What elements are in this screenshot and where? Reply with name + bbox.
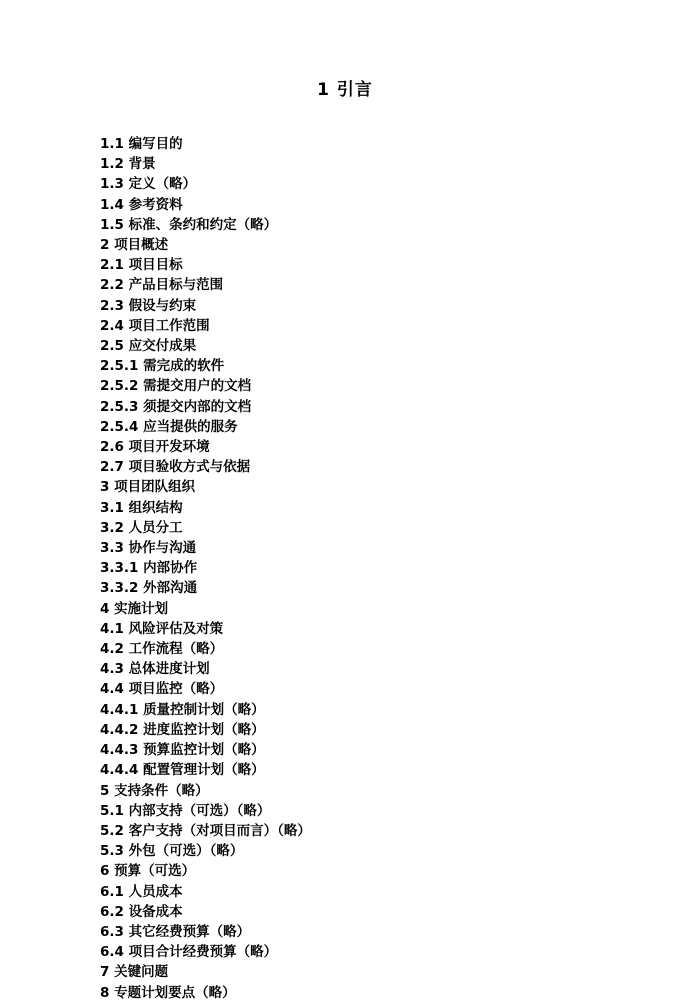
toc-entry[interactable]: 3.1 组织结构 <box>100 499 183 516</box>
toc-entry[interactable]: 4.4.2 进度监控计划（略） <box>100 721 265 738</box>
toc-entry[interactable]: 1.3 定义（略） <box>100 176 197 193</box>
toc-entry[interactable]: 4.2 工作流程（略） <box>100 641 224 658</box>
page-title: 1 引言 <box>317 80 373 100</box>
toc-entry[interactable]: 4.4.4 配置管理计划（略） <box>100 762 265 779</box>
toc-entry[interactable]: 2.5.1 需完成的软件 <box>100 358 225 375</box>
toc-entry[interactable]: 6 预算（可选） <box>100 863 196 880</box>
toc-entry[interactable]: 2 项目概述 <box>100 237 169 254</box>
toc-entry[interactable]: 2.7 项目验收方式与依据 <box>100 459 251 476</box>
toc-entry[interactable]: 5.3 外包（可选）（略） <box>100 843 244 860</box>
toc-entry[interactable]: 6.2 设备成本 <box>100 903 183 920</box>
toc-entry[interactable]: 3 项目团队组织 <box>100 479 196 496</box>
toc-entry[interactable]: 4.1 风险评估及对策 <box>100 620 224 637</box>
toc-entry[interactable]: 2.4 项目工作范围 <box>100 317 210 334</box>
toc-entry[interactable]: 1.2 背景 <box>100 156 156 173</box>
toc-entry[interactable]: 3.3.2 外部沟通 <box>100 580 198 597</box>
toc-entry[interactable]: 2.5.2 需提交用户的文档 <box>100 378 252 395</box>
toc-entry[interactable]: 2.3 假设与约束 <box>100 297 197 314</box>
toc-entry[interactable]: 6.3 其它经费预算（略） <box>100 923 251 940</box>
toc-entry[interactable]: 1.4 参考资料 <box>100 196 183 213</box>
toc-entry[interactable]: 4.4 项目监控（略） <box>100 681 224 698</box>
toc-entry[interactable]: 1.1 编写目的 <box>100 136 183 152</box>
toc-entry[interactable]: 5.1 内部支持（可选）（略） <box>100 802 271 819</box>
table-of-contents <box>0 100 690 1003</box>
toc-entry[interactable]: 2.5 应交付成果 <box>100 338 197 355</box>
toc-entry[interactable]: 4.4.3 预算监控计划（略） <box>100 742 265 759</box>
toc-entry[interactable]: 2.5.4 应当提供的服务 <box>100 418 238 435</box>
toc-entry[interactable]: 5 支持条件（略） <box>100 782 209 799</box>
toc-entry[interactable]: 2.6 项目开发环境 <box>100 439 210 456</box>
toc-entry[interactable]: 2.5.3 须提交内部的文档 <box>100 398 252 415</box>
toc-entry[interactable]: 1.5 标准、条约和约定（略） <box>100 216 278 233</box>
toc-entry[interactable]: 8 专题计划要点（略） <box>100 984 236 1001</box>
toc-entry[interactable]: 4.3 总体进度计划 <box>100 661 210 678</box>
toc-entry[interactable]: 2.1 项目目标 <box>100 257 183 274</box>
toc-entry[interactable]: 4.4.1 质量控制计划（略） <box>100 701 265 718</box>
toc-entry[interactable]: 4 实施计划 <box>100 600 169 617</box>
toc-entry[interactable]: 2.2 产品目标与范围 <box>100 277 224 294</box>
toc-entry[interactable]: 6.4 项目合计经费预算（略） <box>100 944 278 961</box>
toc-entry[interactable]: 6.1 人员成本 <box>100 883 183 900</box>
toc-entry[interactable]: 3.2 人员分工 <box>100 519 183 536</box>
toc-entry[interactable]: 7 关键问题 <box>100 964 169 981</box>
toc-entry[interactable]: 5.2 客户支持（对项目而言）（略） <box>100 822 311 839</box>
toc-entry[interactable]: 3.3 协作与沟通 <box>100 540 197 557</box>
toc-entry[interactable]: 3.3.1 内部协作 <box>100 560 198 577</box>
